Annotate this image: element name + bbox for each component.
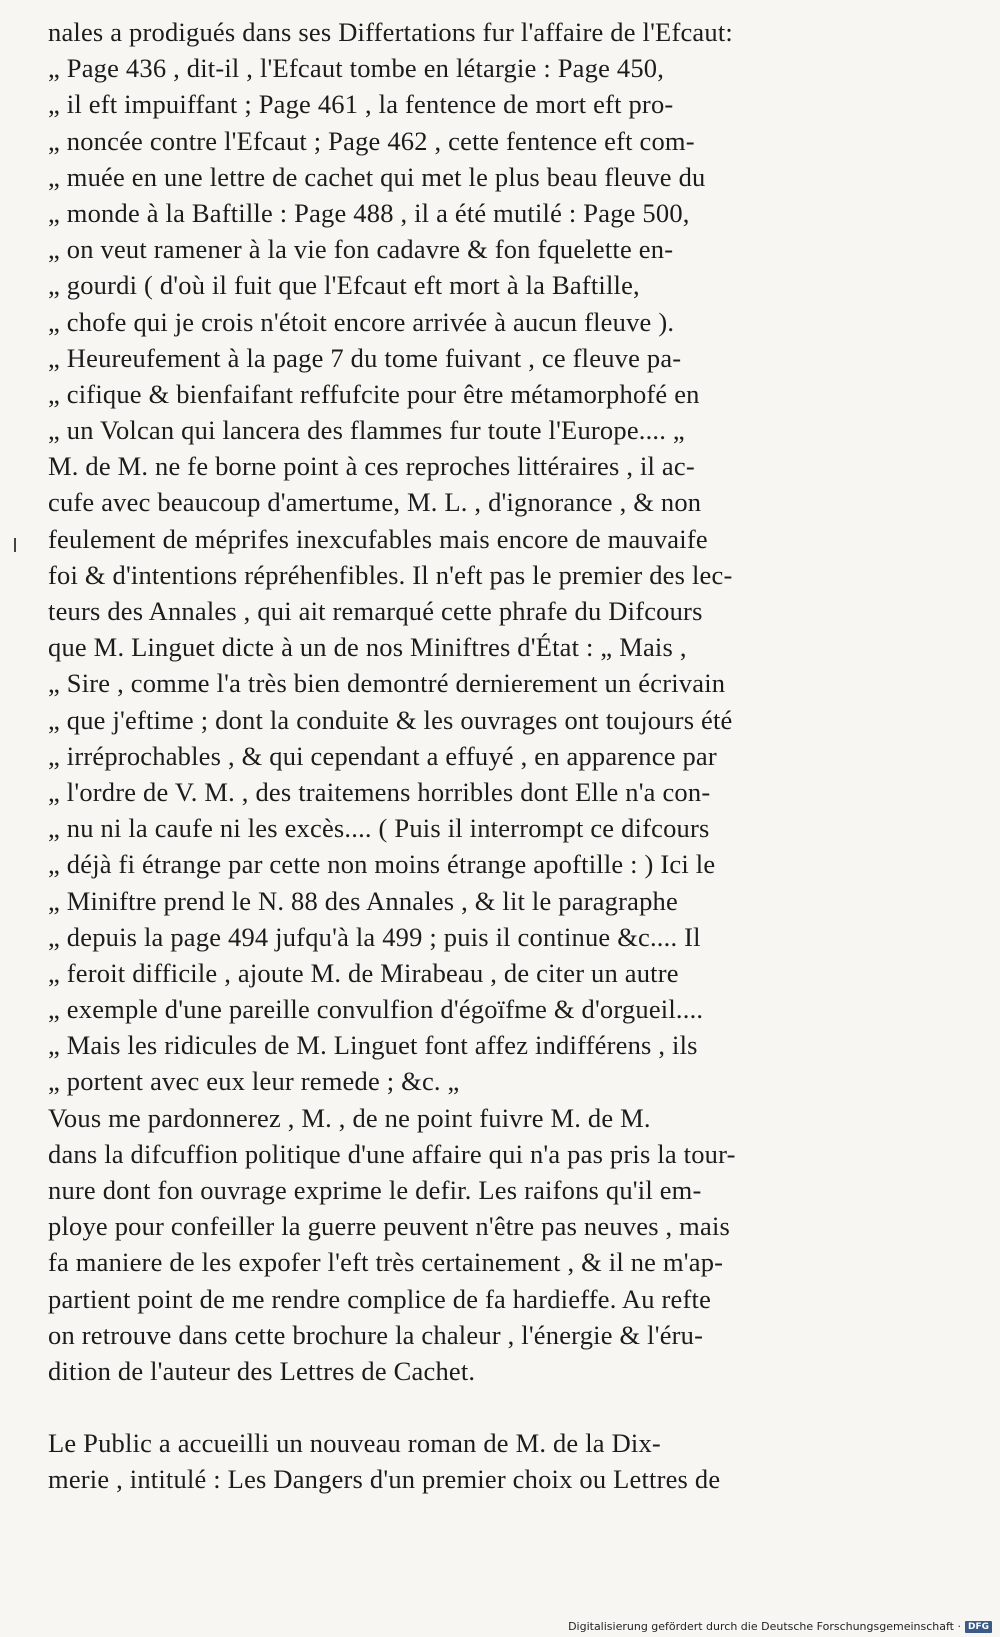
dfg-logo: DFG <box>965 1621 992 1633</box>
text-line: „ muée en une lettre de cachet qui met le plus beau fleuve du <box>48 161 706 192</box>
text-line: „ que j'eftime ; dont la conduite & les ouvrages ont toujours été <box>48 704 733 735</box>
text-line: „ exemple d'une pareille convulfion d'égoïfme & d'orgueil.... <box>48 994 704 1025</box>
text-line: „ feroit difficile , ajoute M. de Mirabeau , de citer un autre <box>48 957 679 988</box>
text-line: „ irréprochables , & qui cependant a effuyé , en apparence par <box>48 740 717 771</box>
text-line: dans la difcuffion politique d'une affaire qui n'a pas pris la tour- <box>48 1138 736 1169</box>
text-line: „ monde à la Baftille : Page 488 , il a été mutilé : Page 500, <box>48 197 690 228</box>
text-line: dition de l'auteur des Lettres de Cachet. <box>48 1355 476 1386</box>
text-line: „ un Volcan qui lancera des flammes fur toute l'Europe.... „ <box>48 415 685 446</box>
credit-text: Digitalisierung gefördert durch die Deutsche Forschungsgemeinschaft · <box>568 1620 961 1633</box>
text-line: teurs des Annales , qui ait remarqué cette phrafe du Difcours <box>48 596 703 626</box>
text-line: „ Page 436 , dit-il , l'Efcaut tombe en létargie : Page 450, <box>48 53 665 84</box>
text-line: „ déjà fi étrange par cette non moins étrange apoftille : ) Ici le <box>48 849 716 880</box>
text-line: „ Mais les ridicules de M. Linguet font affez indifférens , ils <box>48 1030 698 1061</box>
text-line: M. de M. ne fe borne point à ces reproches littéraires , il ac- <box>48 451 695 482</box>
text-line: „ Heureufement à la page 7 du tome fuivant , ce fleuve pa- <box>48 342 682 373</box>
text-line: „ noncée contre l'Efcaut ; Page 462 , cette fentence eft com- <box>48 125 695 156</box>
text-line: nales a prodigués dans ses Differtations fur l'affaire de l'Efcaut: <box>48 17 733 47</box>
text-line: „ Miniftre prend le N. 88 des Annales , & lit le paragraphe <box>48 885 678 916</box>
text-line: „ Sire , comme l'a très bien demontré dernierement un écrivain <box>48 668 726 699</box>
text-line: Vous me pardonnerez , M. , de ne point fuivre M. de M. <box>48 1102 651 1133</box>
margin-mark <box>14 538 16 552</box>
text-line: partient point de me rendre complice de fa hardieffe. Au refte <box>48 1283 712 1314</box>
text-line: „ il eft impuiffant ; Page 461 , la fentence de mort eft pro- <box>48 89 674 120</box>
text-line: feulement de méprifes inexcufables mais encore de mauvaife <box>48 523 708 554</box>
text-line: „ l'ordre de V. M. , des traitemens horribles dont Elle n'a con- <box>48 776 711 807</box>
body-text <box>48 14 944 1498</box>
text-line: „ gourdi ( d'où il fuit que l'Efcaut eft mort à la Baftille, <box>48 270 640 301</box>
text-line: cufe avec beaucoup d'amertume, M. L. , d'ignorance , & non <box>48 487 702 518</box>
text-line: on retrouve dans cette brochure la chaleur , l'énergie & l'éru- <box>48 1319 704 1350</box>
text-line: „ depuis la page 494 jufqu'à la 499 ; puis il continue &c.... Il <box>48 921 701 952</box>
text-line: merie , intitulé : Les Dangers d'un premier choix ou Lettres de <box>48 1464 721 1495</box>
text-line: fa maniere de les expofer l'eft très certainement , & il ne m'ap- <box>48 1247 724 1278</box>
text-line: nure dont fon ouvrage exprime le defir. Les raifons qu'il em- <box>48 1175 702 1205</box>
text-line: „ nu ni la caufe ni les excès.... ( Puis il interrompt ce difcours <box>48 813 710 844</box>
text-line: „ on veut ramener à la vie fon cadavre & fon fquelette en- <box>48 234 674 265</box>
text-line: „ chofe qui je crois n'étoit encore arrivée à aucun fleuve ). <box>48 306 675 337</box>
text-line: foi & d'intentions répréhenfibles. Il n'eft pas le premier des lec- <box>48 559 733 590</box>
text-line: Le Public a accueilli un nouveau roman de M. de la Dix- <box>48 1428 661 1459</box>
text-line: „ portent avec eux leur remede ; &c. „ <box>48 1066 460 1097</box>
text-line: ploye pour confeiller la guerre peuvent n'être pas neuves , mais <box>48 1211 731 1242</box>
text-line: „ cifique & bienfaifant reffufcite pour être métamorphofé en <box>48 378 700 409</box>
digitization-credit <box>568 1620 992 1633</box>
text-line: que M. Linguet dicte à un de nos Miniftres d'État : „ Mais , <box>48 632 687 663</box>
